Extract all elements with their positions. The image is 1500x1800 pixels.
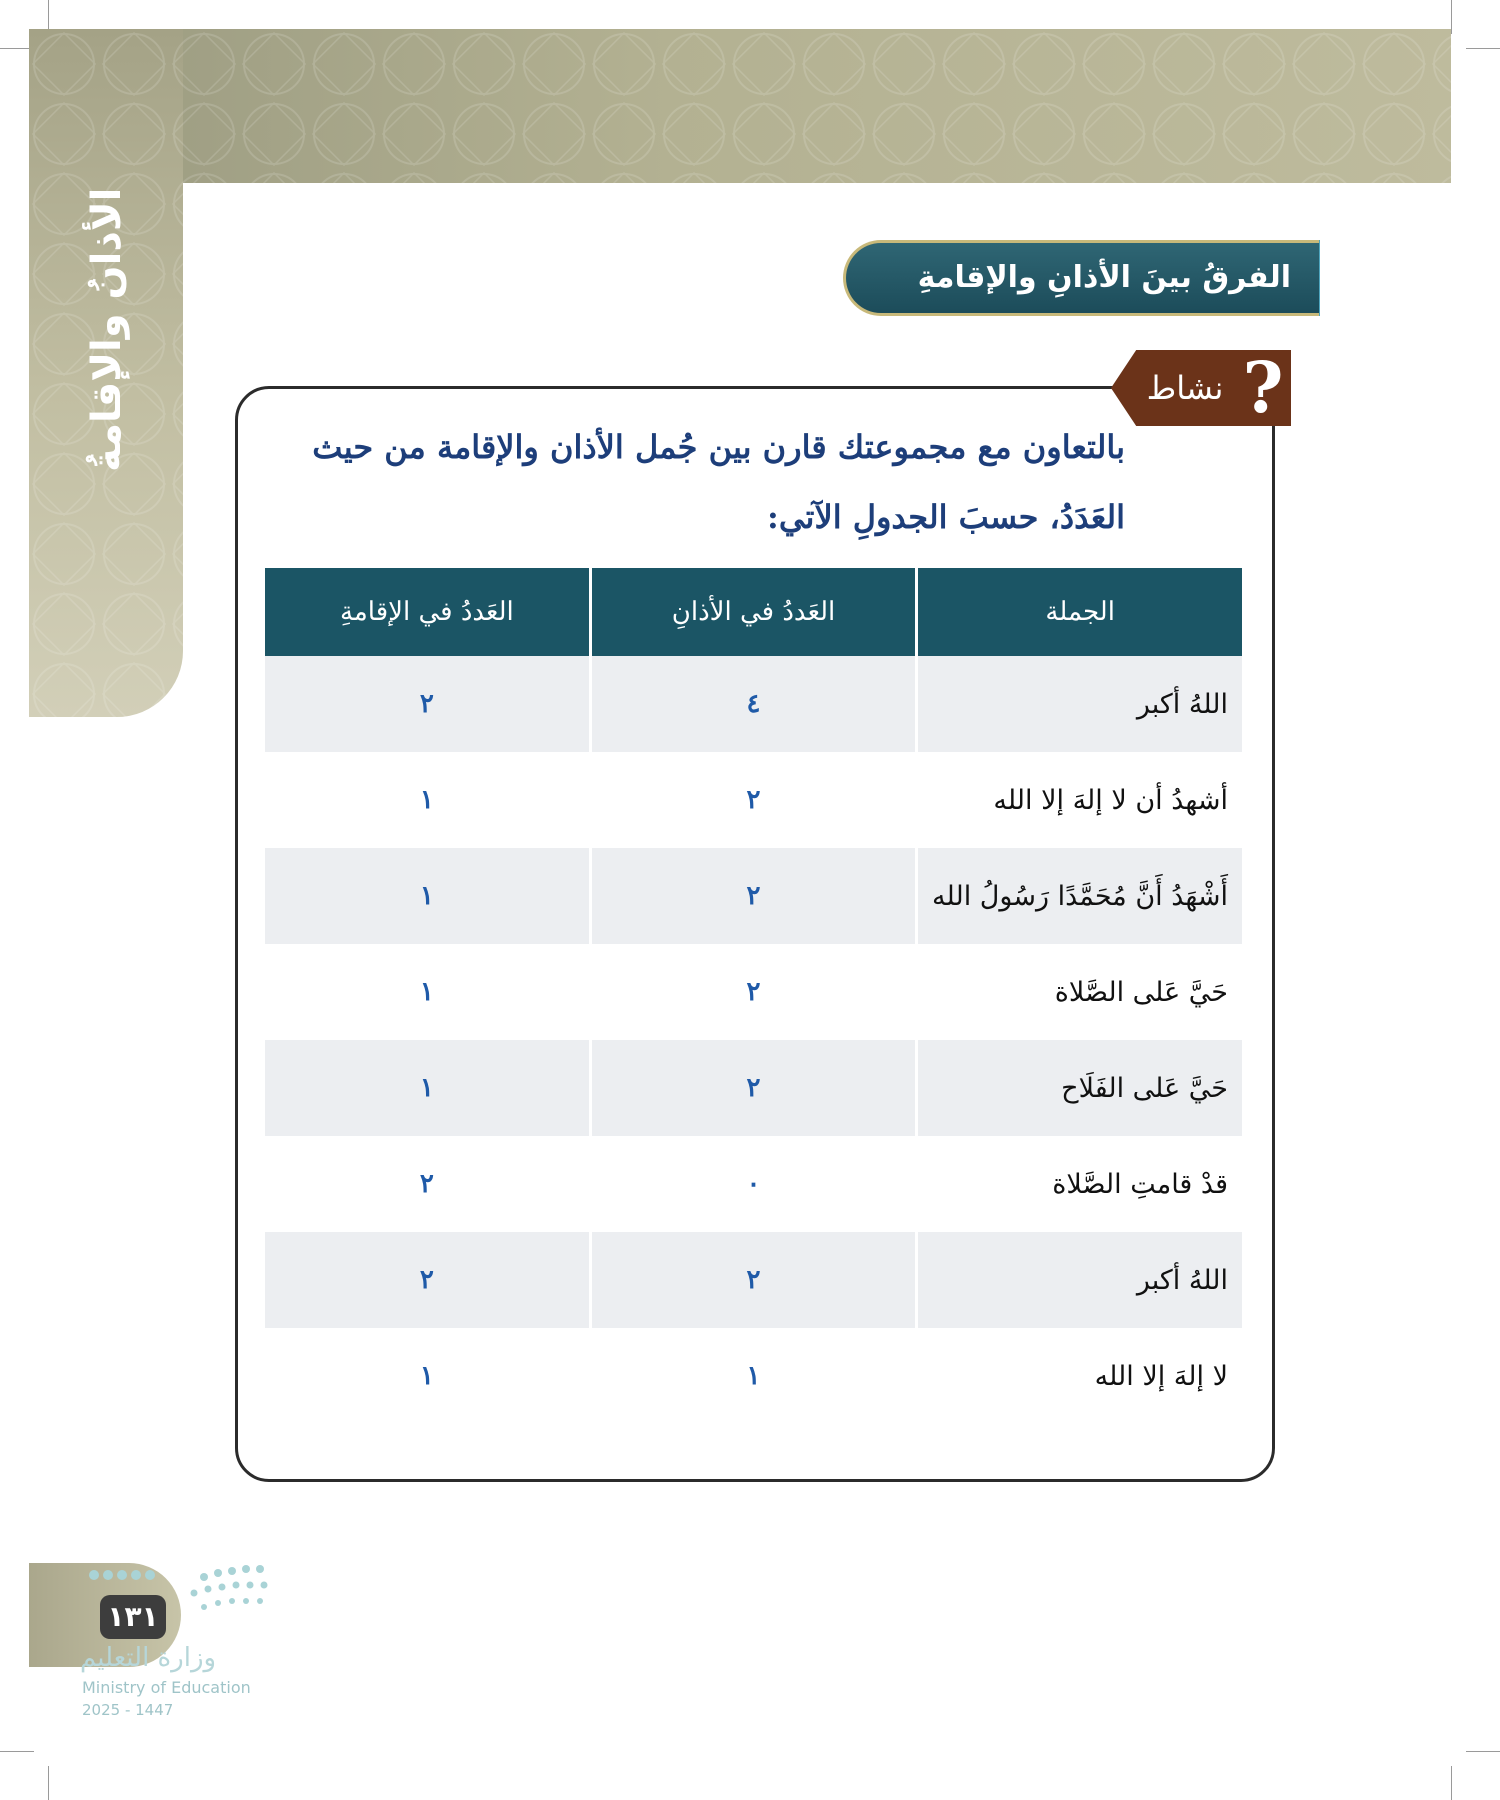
crop-mark (0, 1751, 34, 1752)
adhan-count-cell: ٤ (592, 656, 916, 752)
phrase-cell: لا إلهَ إلا الله (1094, 1360, 1228, 1392)
iqama-count-cell: ١ (419, 1361, 434, 1391)
table-row (265, 1232, 1242, 1328)
adhan-count-cell: ٢ (746, 785, 761, 815)
iqama-count-cell: ٢ (265, 1232, 589, 1328)
table-row (265, 848, 1242, 944)
table-row (265, 752, 1242, 848)
adhan-count-cell: ٢ (592, 1232, 916, 1328)
geometric-pattern (29, 29, 1451, 183)
activity-label: نشاط (1146, 369, 1224, 407)
adhan-count-cell: ٢ (592, 1040, 916, 1136)
edition-year: 2025 - 1447 (82, 1701, 174, 1719)
section-title: الفرقُ بينَ الأذانِ والإقامةِ (843, 240, 1319, 316)
table-row (265, 1040, 1242, 1136)
activity-prompt (255, 412, 1125, 552)
adhan-count-cell: ٢ (746, 977, 761, 1007)
iqama-count-cell: ٢ (265, 656, 589, 752)
header-iqama-count: العَددُ في الإقامةِ (265, 568, 589, 656)
phrase-cell: اللهُ أكبر (918, 656, 1242, 752)
ministry-name-arabic: وزارة التعليم (80, 1643, 217, 1673)
adhan-count-cell: ٠ (746, 1169, 761, 1199)
header-band (29, 29, 1451, 183)
phrase-cell: أَشْهَدُ أَنَّ مُحَمَّدًا رَسُولُ الله (918, 848, 1242, 944)
header-adhan-count: العَددُ في الأذانِ (592, 568, 916, 656)
phrase-cell: قدْ قامتِ الصَّلاة (1052, 1168, 1228, 1200)
iqama-count-cell: ١ (419, 977, 434, 1007)
phrase-cell: أشهدُ أن لا إلهَ إلا الله (993, 784, 1228, 816)
page-number: ١٣١ (100, 1595, 166, 1639)
table-row (265, 656, 1242, 752)
phrase-cell: حَيَّ عَلى الفَلَاح (918, 1040, 1242, 1136)
iqama-count-cell: ٢ (419, 1169, 434, 1199)
comparison-table (262, 568, 1245, 1424)
prompt-line-2: العَدَدُ، حسبَ الجدولِ الآتي: (767, 498, 1125, 536)
question-icon: ? (1242, 346, 1284, 429)
crop-mark (1451, 0, 1452, 34)
iqama-count-cell: ١ (265, 848, 589, 944)
table-row (265, 1328, 1242, 1424)
ministry-name-english: Ministry of Education (82, 1678, 251, 1697)
crop-mark (1466, 48, 1500, 49)
chapter-title: الأذانُ والإقامةُ (84, 187, 130, 473)
header-phrase: الجملة (918, 568, 1242, 656)
phrase-cell: حَيَّ عَلى الصَّلاة (1054, 976, 1228, 1008)
prompt-line-1: بالتعاون مع مجموعتك قارن بين جُمل الأذان والإقامة من حيث (312, 428, 1125, 466)
table-row (265, 1136, 1242, 1232)
adhan-count-cell: ٢ (592, 848, 916, 944)
table-row (265, 944, 1242, 1040)
adhan-count-cell: ١ (746, 1361, 761, 1391)
iqama-count-cell: ١ (265, 1040, 589, 1136)
table-header-row (265, 568, 1242, 656)
iqama-count-cell: ١ (419, 785, 434, 815)
crop-mark (1451, 1766, 1452, 1800)
crop-mark (48, 1766, 49, 1800)
phrase-cell: اللهُ أكبر (918, 1232, 1242, 1328)
crop-mark (1466, 1751, 1500, 1752)
